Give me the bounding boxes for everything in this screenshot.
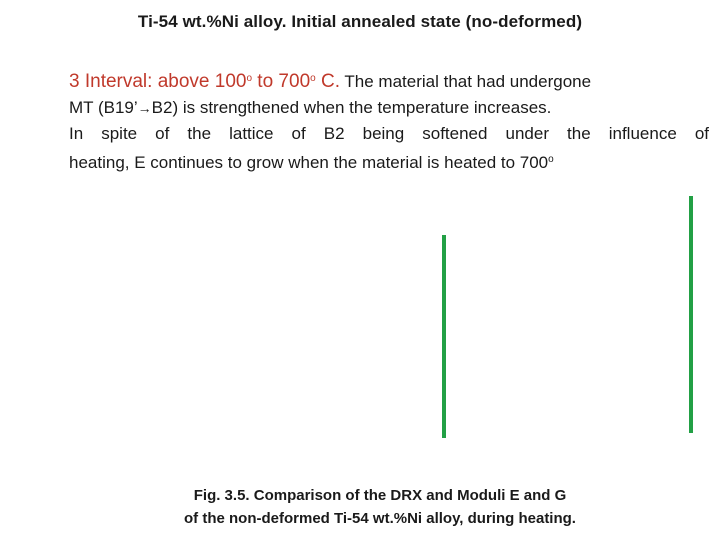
slide-title: Ti-54 wt.%Ni alloy. Initial annealed state (no-deformed) <box>137 12 583 31</box>
line4-text: heating, E continues to grow when the material is heated to 700 <box>69 153 549 172</box>
degree-sup-1: o <box>246 73 253 84</box>
degree-sup-2: o <box>310 73 316 84</box>
line2-start: MT (B19’ <box>69 98 138 117</box>
paragraph-line-3: In spite of the lattice of B2 being softened under the influence of <box>69 124 709 143</box>
figure-marker-line-right <box>689 196 693 433</box>
figure-marker-line-left <box>442 235 446 438</box>
figure-caption <box>0 484 720 530</box>
paragraph-line-2 <box>69 95 709 121</box>
paragraph-line-4 <box>69 147 709 176</box>
body-paragraph <box>69 66 709 176</box>
line2-rest: B2) is strengthened when the temperature increases. <box>151 98 552 117</box>
paragraph-line-1 <box>69 66 709 95</box>
right-arrow-icon: → <box>137 100 152 116</box>
interval-mid: to 700 <box>252 71 311 92</box>
caption-line-1: Fig. 3.5. Comparison of the DRX and Moduli E and G <box>193 487 567 504</box>
caption-line-2: of the non-deformed Ti-54 wt.%Ni alloy, during heating. <box>184 510 576 527</box>
interval-heading <box>69 71 340 92</box>
degree-sup-3: o <box>548 154 554 165</box>
interval-suffix: C. <box>315 71 340 92</box>
line1-rest: The material that had undergone <box>339 72 592 91</box>
interval-prefix: 3 Interval: above 100 <box>69 71 247 92</box>
